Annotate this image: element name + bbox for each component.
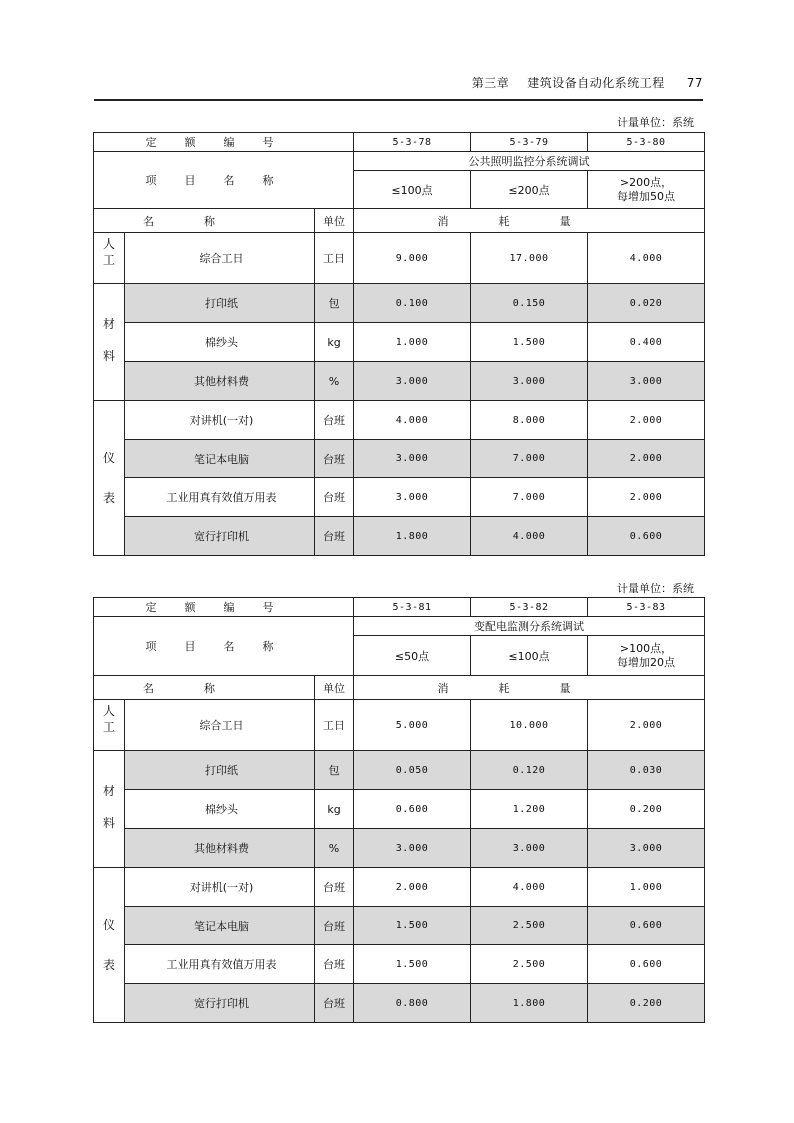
row-value: 0.600 bbox=[588, 517, 705, 556]
row-name: 宽行打印机 bbox=[125, 517, 315, 556]
row-value: 1.000 bbox=[588, 868, 705, 907]
chapter-label: 第三章 bbox=[471, 76, 510, 90]
item-label: 项目名称 bbox=[94, 152, 354, 209]
row-name: 综合工日 bbox=[125, 700, 315, 751]
category-instrument: 仪表 bbox=[94, 401, 125, 556]
row-value: 3.000 bbox=[354, 478, 471, 517]
subitem-line: 每增加50点 bbox=[617, 189, 676, 203]
row-value: 0.600 bbox=[354, 790, 471, 829]
chapter-title: 建筑设备自动化系统工程 bbox=[527, 76, 665, 90]
row-name: 其他材料费 bbox=[125, 829, 315, 868]
row-value: 0.050 bbox=[354, 751, 471, 790]
row-value: 1.500 bbox=[471, 323, 588, 362]
group-title: 公共照明监控分系统调试 bbox=[354, 152, 705, 171]
row-unit: % bbox=[315, 362, 354, 401]
item-label: 项目名称 bbox=[94, 617, 354, 676]
row-unit: 台班 bbox=[315, 517, 354, 556]
group-title: 变配电监测分系统调试 bbox=[354, 617, 705, 636]
subitem-cell bbox=[588, 636, 705, 676]
row-name: 对讲机(一对) bbox=[125, 401, 315, 440]
row-value: 0.150 bbox=[471, 284, 588, 323]
col-unit-header: 单位 bbox=[315, 676, 354, 700]
subitem-cell: ≤50点 bbox=[354, 636, 471, 676]
row-unit: 台班 bbox=[315, 401, 354, 440]
row-value: 0.120 bbox=[471, 751, 588, 790]
quota-table-1 bbox=[93, 132, 705, 556]
row-value: 4.000 bbox=[471, 868, 588, 907]
row-value: 0.600 bbox=[588, 907, 705, 945]
row-value: 1.000 bbox=[354, 323, 471, 362]
row-value: 9.000 bbox=[354, 233, 471, 284]
col-unit-header: 单位 bbox=[315, 209, 354, 233]
row-value: 5.000 bbox=[354, 700, 471, 751]
col-consume-header: 消耗量 bbox=[354, 209, 705, 233]
subitem-cell: ≤200点 bbox=[471, 171, 588, 209]
row-unit: 工日 bbox=[315, 233, 354, 284]
row-unit: kg bbox=[315, 323, 354, 362]
code-cell: 5-3-82 bbox=[471, 598, 588, 617]
row-name: 综合工日 bbox=[125, 233, 315, 284]
row-name: 笔记本电脑 bbox=[125, 440, 315, 478]
subitem-line: >100点， bbox=[619, 641, 673, 655]
row-value: 4.000 bbox=[471, 517, 588, 556]
row-value: 0.200 bbox=[588, 984, 705, 1023]
quota-table-2 bbox=[93, 597, 705, 1023]
unit-label-2: 计量单位：系统 bbox=[617, 582, 694, 595]
row-value: 0.100 bbox=[354, 284, 471, 323]
row-unit: 台班 bbox=[315, 440, 354, 478]
category-labor: 人工 bbox=[94, 700, 125, 751]
unit-label-1: 计量单位：系统 bbox=[617, 116, 694, 129]
row-value: 2.000 bbox=[588, 401, 705, 440]
col-name-header: 名称 bbox=[94, 209, 315, 233]
row-name: 宽行打印机 bbox=[125, 984, 315, 1023]
row-value: 1.500 bbox=[354, 907, 471, 945]
row-value: 3.000 bbox=[354, 362, 471, 401]
row-value: 2.000 bbox=[588, 700, 705, 751]
row-unit: 台班 bbox=[315, 478, 354, 517]
page-header bbox=[94, 74, 703, 94]
row-value: 1.500 bbox=[354, 945, 471, 984]
category-instrument: 仪表 bbox=[94, 868, 125, 1023]
row-unit: % bbox=[315, 829, 354, 868]
row-value: 4.000 bbox=[588, 233, 705, 284]
code-cell: 5-3-80 bbox=[588, 133, 705, 152]
row-value: 1.200 bbox=[471, 790, 588, 829]
row-value: 1.800 bbox=[354, 517, 471, 556]
row-value: 2.000 bbox=[588, 440, 705, 478]
row-value: 7.000 bbox=[471, 478, 588, 517]
subitem-line: 每增加20点 bbox=[617, 655, 676, 669]
row-value: 2.000 bbox=[354, 868, 471, 907]
code-cell: 5-3-81 bbox=[354, 598, 471, 617]
row-value: 3.000 bbox=[471, 362, 588, 401]
row-value: 0.800 bbox=[354, 984, 471, 1023]
code-label: 定额编号 bbox=[94, 133, 354, 152]
row-value: 3.000 bbox=[354, 440, 471, 478]
row-value: 4.000 bbox=[354, 401, 471, 440]
row-value: 3.000 bbox=[588, 362, 705, 401]
row-value: 3.000 bbox=[354, 829, 471, 868]
header-rule bbox=[94, 99, 703, 101]
row-unit: 包 bbox=[315, 751, 354, 790]
row-value: 2.000 bbox=[588, 478, 705, 517]
page-number: 77 bbox=[686, 76, 703, 90]
row-name: 工业用真有效值万用表 bbox=[125, 945, 315, 984]
col-consume-header: 消耗量 bbox=[354, 676, 705, 700]
subitem-line: >200点， bbox=[619, 175, 673, 189]
row-unit: 台班 bbox=[315, 868, 354, 907]
row-name: 工业用真有效值万用表 bbox=[125, 478, 315, 517]
row-name: 棉纱头 bbox=[125, 790, 315, 829]
subitem-cell bbox=[588, 171, 705, 209]
row-name: 打印纸 bbox=[125, 284, 315, 323]
row-value: 0.600 bbox=[588, 945, 705, 984]
row-name: 其他材料费 bbox=[125, 362, 315, 401]
row-name: 对讲机(一对) bbox=[125, 868, 315, 907]
code-cell: 5-3-79 bbox=[471, 133, 588, 152]
row-value: 7.000 bbox=[471, 440, 588, 478]
row-value: 0.030 bbox=[588, 751, 705, 790]
row-value: 10.000 bbox=[471, 700, 588, 751]
col-name-header: 名称 bbox=[94, 676, 315, 700]
row-name: 打印纸 bbox=[125, 751, 315, 790]
row-value: 3.000 bbox=[471, 829, 588, 868]
row-name: 笔记本电脑 bbox=[125, 907, 315, 945]
code-cell: 5-3-78 bbox=[354, 133, 471, 152]
category-labor: 人工 bbox=[94, 233, 125, 284]
row-unit: 包 bbox=[315, 284, 354, 323]
row-value: 2.500 bbox=[471, 907, 588, 945]
category-material: 材料 bbox=[94, 751, 125, 868]
row-value: 1.800 bbox=[471, 984, 588, 1023]
row-value: 0.400 bbox=[588, 323, 705, 362]
category-material: 材料 bbox=[94, 284, 125, 401]
subitem-cell: ≤100点 bbox=[354, 171, 471, 209]
row-value: 17.000 bbox=[471, 233, 588, 284]
row-unit: 台班 bbox=[315, 945, 354, 984]
row-value: 0.200 bbox=[588, 790, 705, 829]
row-value: 3.000 bbox=[588, 829, 705, 868]
subitem-cell: ≤100点 bbox=[471, 636, 588, 676]
row-value: 8.000 bbox=[471, 401, 588, 440]
row-unit: 工日 bbox=[315, 700, 354, 751]
row-unit: 台班 bbox=[315, 984, 354, 1023]
code-label: 定额编号 bbox=[94, 598, 354, 617]
code-cell: 5-3-83 bbox=[588, 598, 705, 617]
row-unit: 台班 bbox=[315, 907, 354, 945]
row-unit: kg bbox=[315, 790, 354, 829]
row-value: 0.020 bbox=[588, 284, 705, 323]
row-value: 2.500 bbox=[471, 945, 588, 984]
row-name: 棉纱头 bbox=[125, 323, 315, 362]
